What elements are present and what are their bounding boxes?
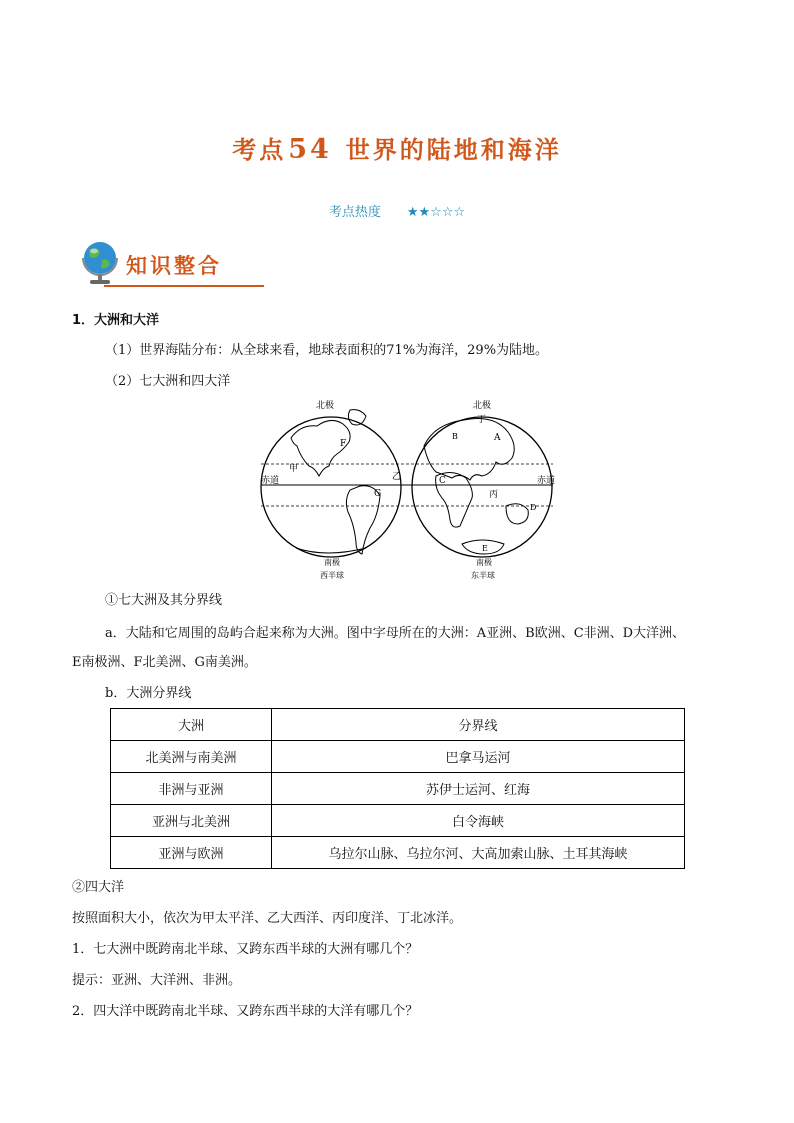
west-yi-label: 乙 [392, 472, 402, 482]
east-D-label: D [530, 503, 537, 512]
title-number: 54 [288, 134, 332, 165]
paragraph-continent-definition: a．大陆和它周围的岛屿合起来称为大洲。图中字母所在的大洲：A亚洲、B欧洲、C非洲、D大洋洲、 [105, 626, 686, 641]
east-equator-label: 赤道 [537, 476, 556, 486]
heat-label: 考点热度 [328, 205, 381, 220]
title-text: 世界的陆地和海洋 [345, 136, 562, 164]
heat-rating [0, 201, 794, 220]
heat-stars: ★★☆☆☆ [406, 205, 466, 220]
east-ding-label: 丁 [477, 415, 487, 425]
east-north-label: 北极 [473, 401, 492, 411]
paragraph-continent-definition-cont: E南极洲、F北美洲、G南美洲。 [72, 655, 257, 670]
west-F-label: F [340, 439, 347, 449]
paragraph-boundary-title: b．大洲分界线 [105, 686, 192, 701]
section-header [78, 236, 263, 288]
subheading-four-oceans: ②四大洋 [72, 880, 125, 895]
paragraph-oceans-order: 按照面积大小，依次为甲太平洋、乙大西洋、丙印度洋、丁北冰洋。 [72, 911, 463, 926]
table-row [111, 837, 685, 869]
world-hemisphere-map [256, 398, 556, 584]
table-row [111, 805, 685, 837]
table-cell: 北美洲与南美洲 [111, 741, 272, 773]
east-name-label: 东半球 [471, 571, 495, 580]
paragraph-seven-four: （2）七大洲和四大洋 [105, 374, 231, 389]
table-header-row [111, 709, 685, 741]
east-B-label: B [452, 432, 458, 441]
table-cell: 亚洲与欧洲 [111, 837, 272, 869]
east-C-label: C [439, 476, 446, 486]
globe-icon [78, 238, 122, 286]
table-header-boundary: 分界线 [272, 709, 685, 741]
question-1: 1．七大洲中既跨南北半球、又跨东西半球的大洲有哪几个？ [72, 942, 419, 957]
table-row [111, 741, 685, 773]
east-A-label: A [494, 433, 501, 443]
table-cell: 苏伊士运河、红海 [272, 773, 685, 805]
table-header-continent: 大洲 [111, 709, 272, 741]
west-G-label: G [374, 489, 382, 499]
west-equator-label: 赤道 [261, 476, 280, 486]
heading-continents-oceans: 1．大洲和大洋 [72, 313, 160, 328]
west-north-label: 北极 [316, 401, 335, 411]
paragraph-land-sea: （1）世界海陆分布：从全球来看，地球表面积的71%为海洋，29%为陆地。 [105, 343, 549, 358]
east-bing-label: 丙 [489, 490, 499, 500]
section-divider [104, 285, 264, 287]
west-name-label: 西半球 [320, 571, 344, 580]
boundary-table [110, 708, 685, 869]
answer-1: 提示：亚洲、大洋洲、非洲。 [72, 973, 242, 988]
table-cell: 乌拉尔山脉、乌拉尔河、大高加索山脉、土耳其海峡 [272, 837, 685, 869]
west-jia-label: 甲 [289, 464, 299, 474]
page-title [0, 130, 794, 165]
west-south-label: 南极 [324, 558, 340, 567]
table-row [111, 773, 685, 805]
question-2: 2．四大洋中既跨南北半球、又跨东西半球的大洋有哪几个？ [72, 1004, 419, 1019]
table-cell: 白令海峡 [272, 805, 685, 837]
table-cell: 非洲与亚洲 [111, 773, 272, 805]
title-prefix: 考点 [232, 136, 287, 164]
eastern-hemisphere [412, 399, 555, 580]
subheading-seven-continents: ①七大洲及其分界线 [105, 593, 223, 608]
western-hemisphere [261, 399, 401, 580]
section-label: 知识整合 [126, 254, 222, 278]
table-cell: 巴拿马运河 [272, 741, 685, 773]
table-cell: 亚洲与北美洲 [111, 805, 272, 837]
east-E-label: E [482, 544, 488, 553]
east-south-label: 南极 [476, 558, 492, 567]
